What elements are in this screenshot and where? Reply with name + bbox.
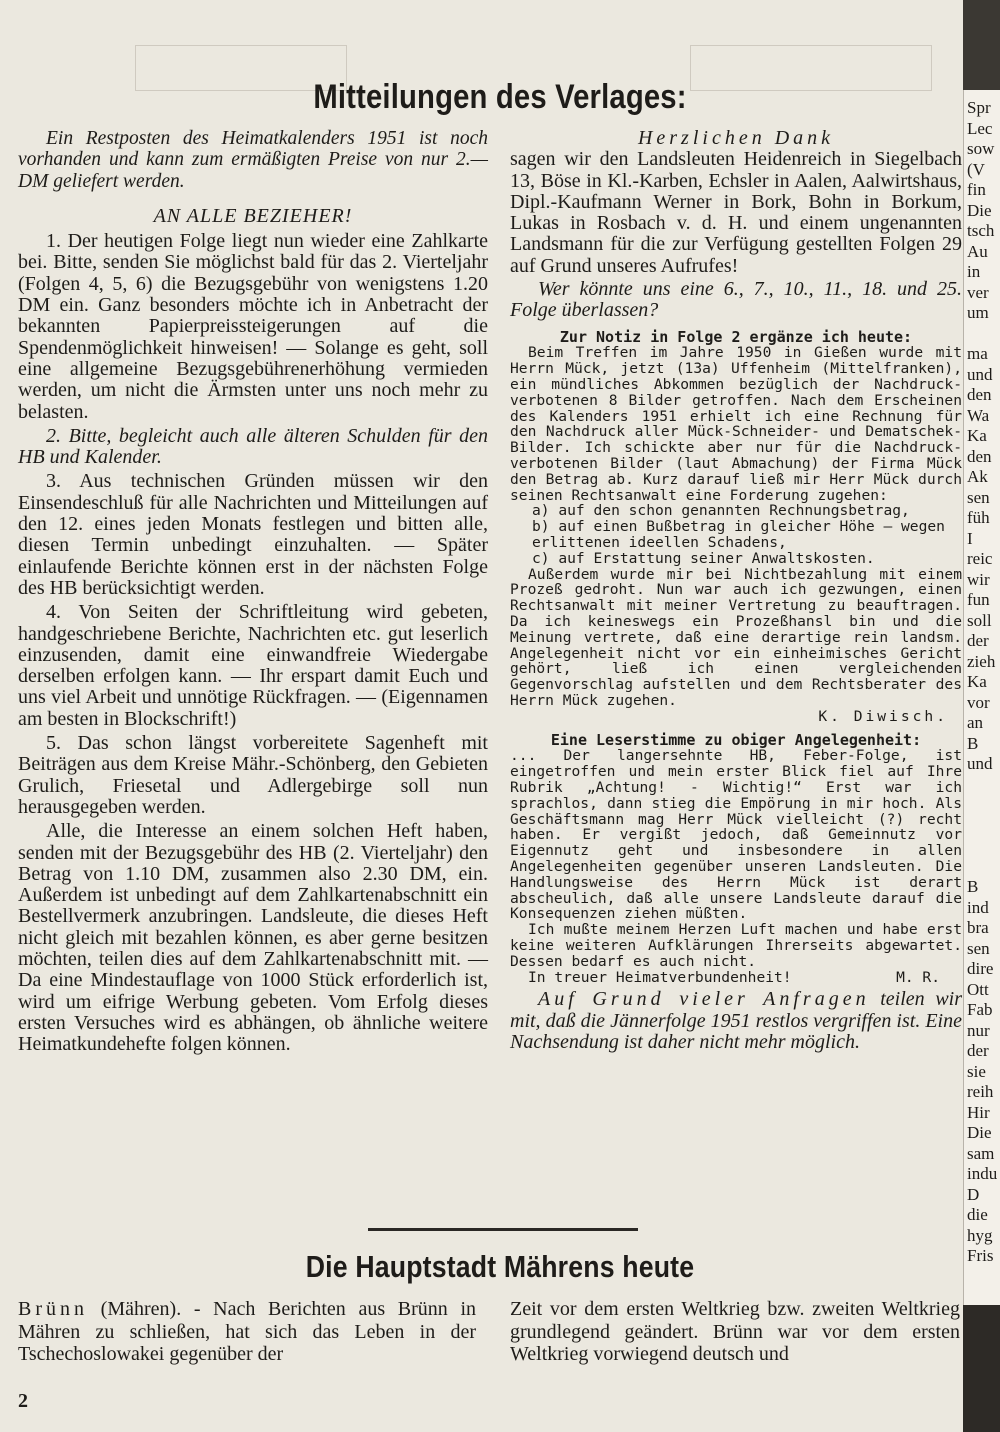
reader-signature: M. R. [896,968,940,986]
adjacent-page-fragment: B [967,877,979,896]
adjacent-page-fragment: sen [967,487,990,507]
notice-heading: Zur Notiz in Folge 2 ergänze ich heute: [559,327,913,346]
thanks-text: sagen wir den Landsleuten Heidenreich in Siegelbach 13, Böse in Kl.-Karben, Echsler in Aalen, Aalwirtshaus, Dipl.-Kaufmann Werner in Bork, Bohn in Borkum, Lukas in Rosbach v. d. H. und einem ungenannten Landsmann für die zur Verfügung gestellten Folgen 29 auf Grund unseres Aufrufes! [510,148,962,277]
adjacent-page-fragment: Fris [967,1246,994,1265]
page-number: 2 [18,1390,28,1412]
adjacent-page-fragment: ver [967,282,989,302]
adjacent-page-fragment: Wa [967,405,990,425]
notice-text-2: Außerdem wurde mir bei Nichtbezahlung mit einem Prozeß gedroht. Nun war auch ich gezwungen, einen Rechtsanwalt mit meiner Vertretung zu beauftragen. Da ich keineswegs ein Prozeßhansl bin und die Meinung vertrete, daß eine derartige rein landsm. Angelegenheit nicht vor ein einheimisches Gericht gehört, ließ ich einen vergleichenden Gegenvorschlag aufstellen und dem Rechtsberater des Herrn Mück zugehen. [510,565,962,709]
paragraph-4: 4. Von Seiten der Schriftleitung wird gebeten, handgeschriebene Berichte, Nachrichten etc. gut leserlich einzusenden, damit eine einwandfreie Wiedergabe derselben erfolgen kann. — Ihr erspart damit Euch und uns viel Arbeit und unnötige Rückfragen. — (Eigennamen am besten in Blockschrift!) [18,601,488,730]
adjacent-page-fragment: nur [967,1020,990,1040]
adjacent-page-fragment: reic [967,549,993,568]
adjacent-page-fragment: Ka [967,426,987,445]
paragraph-3: 3. Aus technischen Gründen müssen wir den Einsendeschluß für alle Nachrichten und Mitteilungen auf den 12. eines jeden Monats festlegen und bitten alle, diesen Termin unbedingt einzuhalten. — Später einlaufende Berichte können erst in der nächsten Folge des HB berücksichtigt werden. [18,470,488,599]
section-divider [368,1228,638,1231]
notice-signature: K. Diwisch. [818,707,948,725]
final-note-lead: Auf Grund vieler Anfragen [538,988,870,1011]
question-text: Wer könnte uns eine 6., 7., 10., 11., 18. und 25. Folge überlassen? [510,278,962,322]
adjacent-page-fragment: und [967,754,993,773]
subheading: AN ALLE BEZIEHER! [153,204,353,227]
article-lead: Brünn [18,1298,88,1320]
reader-text-1: ... Der langersehnte HB, Feber-Folge, ist eingetroffen und mein erster Blick fiel auf Ihre Rubrik „Achtung! - Wichtig!“ Erst war ich sprachlos, dann stieg die Empörung in mir hoch. Als Geschäftsmann mag Herr Mück vielleicht (?) recht haben. Er vergißt jedoch, daß Gemeinnutz vor Eigennutz geht und insbesondere in allen Angelegenheiten gegenüber unseren Landsleuten. Die Handlungsweise des Herrn Mück ist derart abscheulich, daß alle unsere Landsleute darauf die Konsequenzen ziehen müßten. [510,747,962,923]
adjacent-page-fragment: Lec [967,118,993,138]
reader-closing: In treuer Heimatverbundenheit! [528,968,792,986]
notice-item-a: a) auf den schon genannten Rechnungsbetrag, [532,502,910,520]
adjacent-page-strip [963,90,1000,1305]
paragraph-2: 2. Bitte, begleicht auch alle älteren Schulden für den HB und Kalender. [18,424,488,469]
thanks-heading: Herzlichen Dank [637,127,835,149]
notice-text-1: Beim Treffen im Jahre 1950 in Gießen wurde mit Herrn Mück, jetzt (13a) Uffenheim (Mittelfranken), ein mündliches Abkommen bezüglich der Nachdruck-verbotenen 8 Bilder getroffen. Nach dem Erscheinen des Kalenders 1951 erhielt ich eine Rechnung für den Nachdruck aller Mück-Schneider- und Dematschek-Bilder. Ich schickte aber nur für die Nachdruck-verbotenen Bilder (laut Abmachung) der Firma Mück den Betrag ab. Kurz darauf ließ mir Herr Mück durch seinen Rechtsanwalt eine Forderung zugehen: [510,344,962,504]
page-title: Mitteilungen des Verlages: [313,78,687,116]
adjacent-page-fragment: B [967,733,979,753]
page-edge-bottom [963,1305,1000,1432]
article-left-column [18,1298,476,1366]
paragraph-1: 1. Der heutigen Folge liegt nun wieder eine Zahlkarte bei. Bitte, senden Sie möglichst bald für das 2. Vierteljahr (Folgen 4, 5, 6) die Bezugsgebühr von wenigstens 1.20 DM ein. Ganz besonders möchte ich in Anbetracht der bekannten Papierpreissteigerungen auf die Spendenmöglichkeit hinweisen! — Solange es geht, soll eine allgemeine Bezugsgebührenerhöhung vermieden werden, um nicht die Ärmsten unter uns noch mehr zu belasten. [18,230,488,423]
reader-text-2: Ich mußte meinem Herzen Luft machen und habe erst keine weiteren Aufklärungen Ihrerseits abgewartet. Dessen bedarf es auch nicht. [510,921,962,970]
adjacent-page-fragment: sow [967,139,995,158]
adjacent-page-fragment: ma [967,344,988,363]
article-title: Die Hauptstadt Mährens heute [305,1249,695,1284]
reader-heading: Eine Leserstimme zu obiger Angelegenheit: [550,730,922,749]
adjacent-page-fragment: der [967,1041,989,1060]
article-right-column [510,1298,960,1366]
adjacent-page-fragment: den [967,446,992,466]
adjacent-page-fragment: Spr [967,98,991,117]
adjacent-page-fragment: reih [967,1082,994,1101]
adjacent-page-fragment: Ka [967,672,987,691]
article-left-text: (Mähren). - Nach Berichten aus Brünn in Mähren zu schließen, hat sich das Leben in der Tschechoslowakei gegenüber der [18,1298,476,1365]
intro-paragraph: Ein Restposten des Heimatkalenders 1951 ist noch vorhanden und kann zum ermäßigten Preise von nur 2.— DM geliefert werden. [18,128,488,192]
adjacent-page-fragment: soll [967,610,992,630]
notice-item-b: b) auf einen Bußbetrag in gleicher Höhe — wegen erlittenen ideellen Schadens, [532,518,945,552]
right-column [510,128,962,1053]
adjacent-page-fragment: sie [967,1061,986,1081]
adjacent-page-fragment: vor [967,692,990,712]
adjacent-page-fragment: fin [967,180,986,199]
adjacent-page-fragment: tsch [967,221,995,240]
adjacent-page-fragment: sam [967,1143,995,1163]
adjacent-page-fragment: I [967,528,973,548]
adjacent-page-fragment: Fab [967,1000,993,1019]
paragraph-6: Alle, die Interesse an einem solchen Heft haben, senden mit der Bezugsgebühr des HB (2. Vierteljahr) den Betrag von 1.10 DM, zusammen also 2.30 DM, ein. Außerdem ist unbedingt auf dem Zahlkartenabschnitt ein Bestellvermerk anzubringen. Landsleute, die dieses Heft nicht gleich mit bezahlen können, es aber gerne besitzen möchten, teilen dies auf dem Zahlkartenabschnitt mit. — Da eine Mindestauflage von 1000 Stück erforderlich ist, wird um eifrige Werbung gebeten. Vom Erfolg dieses ersten Versuches wird es abhängen, ob ähnliche weitere Heimatkundehefte folgen können. [18,820,488,1056]
adjacent-page-fragment: Ott [967,979,989,999]
adjacent-page-fragment: und [967,364,993,384]
adjacent-page-fragment: in [967,262,981,281]
adjacent-page-fragment: die [967,1205,988,1224]
reader-closing-line [510,970,962,986]
adjacent-page-fragment: Hir [967,1102,990,1122]
left-column [18,128,488,1055]
notice-item-c: c) auf Erstattung seiner Anwaltskosten. [532,549,875,567]
adjacent-page-fragment: den [967,385,992,404]
adjacent-page-fragment: ind [967,897,989,917]
adjacent-page-fragment: Die [967,200,992,220]
adjacent-page-fragment: fun [967,590,990,609]
adjacent-page-fragment: dire [967,959,994,978]
adjacent-page-fragment: (V [967,159,985,179]
adjacent-page-fragment: an [967,713,984,732]
adjacent-page-fragment: um [967,303,989,322]
adjacent-page-fragment: hyg [967,1225,993,1245]
article-right-text: Zeit vor dem ersten Weltkrieg bzw. zweiten Weltkrieg grundlegend geändert. Brünn war vor dem ersten Weltkrieg vorwiegend deutsch und [510,1298,960,1365]
paragraph-5: 5. Das schon längst vorbereitete Sagenheft mit Beiträgen aus dem Kreise Mähr.-Schönberg, den Gebieten Grulich, Friesetal und Adlergebirge soll nun herausgegeben werden. [18,732,488,818]
adjacent-page-fragment: Au [967,241,988,261]
final-note [510,989,962,1053]
adjacent-page-fragment: sen [967,938,990,958]
adjacent-page-fragment: zieh [967,651,996,671]
adjacent-page-fragment: füh [967,508,990,527]
adjacent-page-fragment: bra [967,918,989,937]
adjacent-page-fragment: der [967,631,989,650]
adjacent-page-fragment: Die [967,1123,992,1142]
page-edge-top [963,0,1000,90]
adjacent-page-fragment: Ak [967,467,988,486]
adjacent-page-fragment: wir [967,569,990,589]
final-note-text: teilen wir mit, daß die Jännerfolge 1951 restlos vergriffen ist. Eine Nachsendung ist daher nicht mehr möglich. [510,988,962,1053]
adjacent-page-fragment: D [967,1184,980,1204]
adjacent-page-fragment: indu [967,1164,998,1183]
